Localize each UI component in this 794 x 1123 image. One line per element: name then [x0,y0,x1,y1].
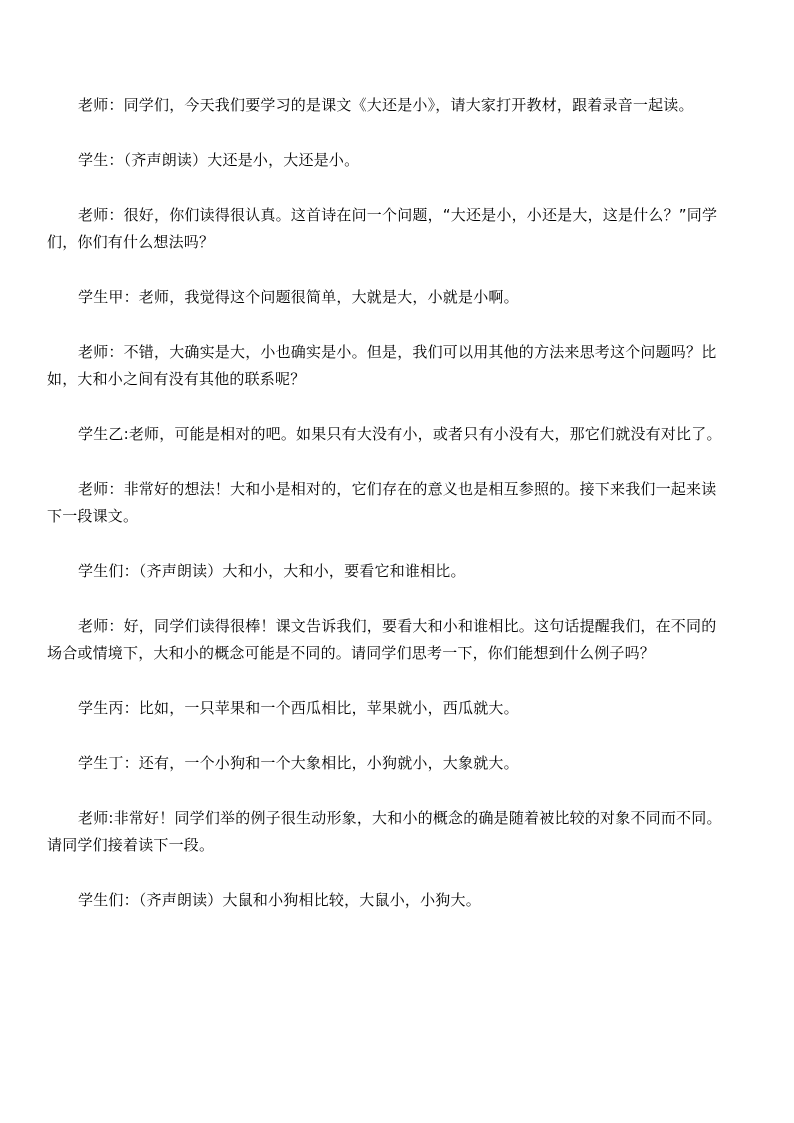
paragraph-line: 学生甲：老师，我觉得这个问题很简单，大就是大，小就是小啊。 [78,288,519,306]
paragraph-line: 老师:非常好！同学们举的例子很生动形象，大和小的概念的确是随着被比较的对象不同而不同。 [78,809,722,827]
paragraph-line: 学生丙：比如，一只苹果和一个西瓜相比，苹果就小，西瓜就大。 [78,699,519,717]
paragraph-teacher-praise [47,476,754,530]
paragraph-teacher-intro [78,92,754,119]
paragraph-line-continued: 下一段课文。 [47,507,139,525]
document-body [47,92,754,942]
paragraph-student-b [78,421,754,448]
paragraph-line: 老师：同学们，今天我们要学习的是课文《大还是小》，请大家打开教材，跟着录音一起读。 [78,96,694,114]
paragraph-line: 老师：非常好的想法！大和小是相对的，它们存在的意义也是相互参照的。接下来我们一起来读 [78,480,717,498]
paragraph-student-d [78,750,754,777]
paragraph-student-a [78,284,754,311]
paragraph-line: 学生们：（齐声朗读）大和小，大和小，要看它和谁相比。 [78,562,466,580]
paragraph-line: 老师：很好，你们读得很认真。这首诗在问一个问题，“大还是小，小还是大，这是什么？”同学 [78,206,718,224]
paragraph-line: 老师：好，同学们读得很棒！课文告诉我们，要看大和小和谁相比。这句话提醒我们，在不同的 [78,617,717,635]
paragraph-students-read [78,147,754,174]
paragraph-students-read-2 [78,558,754,585]
paragraph-line: 学生丁：还有，一个小狗和一个大象相比，小狗就小，大象就大。 [78,754,519,772]
paragraph-line: 老师：不错，大确实是大，小也确实是小。但是，我们可以用其他的方法来思考这个问题吗？比 [78,343,717,361]
paragraph-teacher-context [47,613,754,667]
paragraph-students-read-3 [78,887,754,914]
paragraph-line: 学生：（齐声朗读）大还是小，大还是小。 [78,151,360,169]
paragraph-line: 学生们：（齐声朗读）大鼠和小狗相比较，大鼠小，小狗大。 [78,891,481,909]
paragraph-line-continued: 如，大和小之间有没有其他的联系呢？ [47,370,306,388]
paragraph-teacher-followup [47,339,754,393]
paragraph-line-continued: 场合或情境下，大和小的概念可能是不同的。请同学们思考一下，你们能想到什么例子吗？ [47,644,656,662]
paragraph-teacher-question [47,202,754,256]
paragraph-line: 学生乙:老师，可能是相对的吧。如果只有大没有小，或者只有小没有大，那它们就没有对比了。 [78,425,722,443]
paragraph-teacher-summary [47,805,754,859]
paragraph-line-continued: 们，你们有什么想法吗？ [47,233,215,251]
paragraph-line-continued: 请同学们接着读下一段。 [47,836,215,854]
paragraph-student-c [78,695,754,722]
